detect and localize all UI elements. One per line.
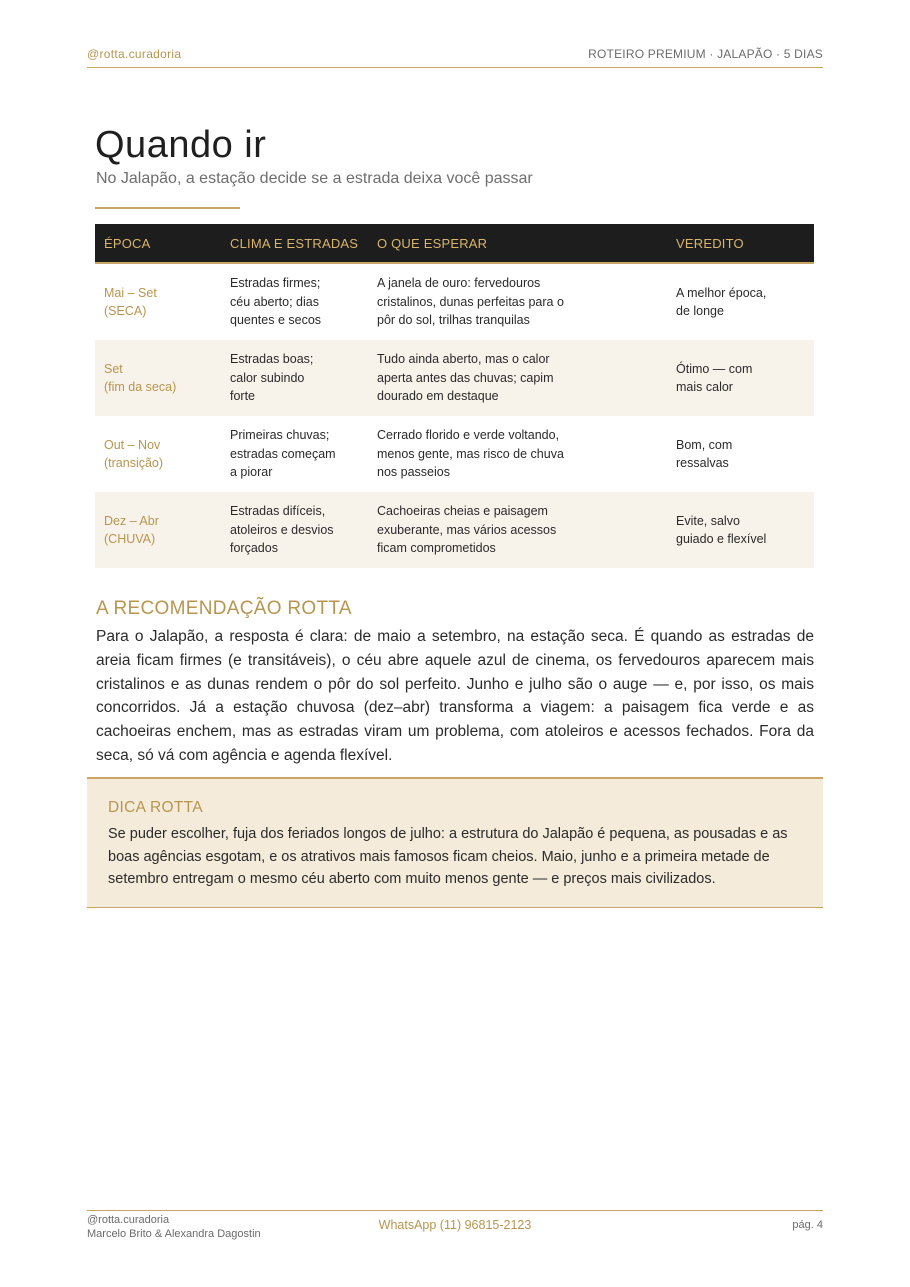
footer-whatsapp: WhatsApp (11) 96815-2123	[378, 1218, 532, 1232]
footer-handle: @rotta.curadoria	[87, 1214, 170, 1226]
column-header-verdict: VEREDITO	[676, 235, 744, 251]
cell-verdict	[667, 340, 814, 416]
cell-expect-line: pôr do sol, trilhas tranquilas	[377, 313, 530, 328]
page-number: pág. 4	[792, 1219, 823, 1231]
column-header-expect: O QUE ESPERAR	[377, 235, 488, 251]
cell-epoch	[95, 492, 221, 568]
table-row	[95, 492, 814, 568]
cell-climate-line: céu aberto; dias	[230, 294, 319, 309]
cell-epoch-line: Out – Nov	[104, 437, 161, 452]
cell-verdict	[667, 416, 814, 492]
cell-epoch-line: (fim da seca)	[104, 380, 177, 394]
cell-expect-line: Tudo ainda aberto, mas o calor	[377, 352, 550, 367]
table-body	[95, 263, 814, 568]
cell-verdict-line: mais calor	[676, 380, 733, 394]
cell-verdict-line: de longe	[676, 304, 724, 318]
cell-climate-line: atoleiros e desvios	[230, 522, 334, 537]
section-subtitle: No Jalapão, a estação decide se a estrada deixa você passar	[96, 170, 533, 187]
cell-verdict-line: Ótimo — com	[676, 361, 753, 376]
page-header	[87, 45, 823, 68]
cell-epoch-line: Dez – Abr	[104, 513, 159, 528]
cell-verdict-line: guiado e flexível	[676, 532, 767, 546]
footer-authors: Marcelo Brito & Alexandra Dagostin	[87, 1228, 261, 1240]
tip-box	[87, 777, 823, 908]
page-footer	[87, 1210, 823, 1243]
seasons-table	[95, 224, 814, 568]
cell-climate-line: a piorar	[230, 465, 273, 480]
cell-epoch	[95, 263, 221, 340]
title-underline	[95, 207, 240, 209]
cell-epoch-line: (transição)	[104, 456, 164, 470]
cell-expect-line: aperta antes das chuvas; capim	[377, 370, 554, 385]
cell-expect-line: menos gente, mas risco de chuva	[377, 446, 564, 461]
cell-expect-line: exuberante, mas vários acessos	[377, 522, 557, 537]
cell-climate-line: Estradas firmes;	[230, 276, 321, 291]
cell-climate	[221, 263, 368, 340]
cell-expect-line: dourado em destaque	[377, 389, 499, 404]
brand-handle: @rotta.curadoria	[87, 47, 182, 61]
recommendation-body: Para o Jalapão, a resposta é clara: de maio a setembro, na estação seca. É quando as estradas de areia ficam firmes (e transitáveis), o céu abre aquele azul de cinema, os fervedouros aparecem mais cristalinos e as dunas rendem o pôr do sol perfeito. Junho e julho são o auge — e, por isso, os mais concorridos. Já a estação chuvosa (dez–abr) transforma a viagem: a paisagem fica verde e as cachoeiras enchem, mas as estradas viram um problema, com atoleiros e acessos fechados. Fora da seca, só vá com agência e agenda flexível.	[96, 628, 814, 764]
cell-epoch	[95, 416, 221, 492]
column-header-epoch: ÉPOCA	[104, 235, 151, 251]
cell-climate-line: quentes e secos	[230, 313, 322, 328]
cell-climate-line: calor subindo	[230, 370, 305, 385]
cell-verdict-line: Bom, com	[676, 437, 733, 452]
cell-expect-line: A janela de ouro: fervedouros	[377, 276, 541, 291]
cell-verdict	[667, 492, 814, 568]
cell-epoch-line: Set	[104, 361, 123, 376]
cell-expect	[368, 416, 667, 492]
cell-expect-line: Cachoeiras cheias e paisagem	[377, 504, 548, 519]
table-header-row	[95, 224, 814, 263]
recommendation-title: A RECOMENDAÇÃO ROTTA	[96, 598, 352, 619]
tip-body: Se puder escolher, fuja dos feriados longos de julho: a estrutura do Jalapão é pequena, as pousadas e as boas agências esgotam, e os atrativos mais famosos ficam cheios. Maio, junho e a primeira metade de setembro entregam o mesmo céu aberto com muito menos gente — e preços mais civilizados.	[108, 826, 788, 887]
cell-climate-line: Estradas boas;	[230, 352, 314, 367]
cell-verdict-line: A melhor época,	[676, 285, 767, 300]
cell-expect-line: cristalinos, dunas perfeitas para o	[377, 294, 564, 309]
cell-expect	[368, 263, 667, 340]
document-title: ROTEIRO PREMIUM · JALAPÃO · 5 DIAS	[588, 47, 823, 61]
cell-climate-line: Estradas difíceis,	[230, 504, 326, 519]
table-row	[95, 263, 814, 340]
cell-climate-line: estradas começam	[230, 446, 336, 461]
cell-expect	[368, 340, 667, 416]
tip-title: DICA ROTTA	[108, 799, 203, 816]
cell-epoch-line: (CHUVA)	[104, 532, 156, 546]
cell-epoch	[95, 340, 221, 416]
cell-climate	[221, 340, 368, 416]
cell-epoch-line: Mai – Set	[104, 285, 157, 300]
cell-epoch-line: (SECA)	[104, 304, 147, 318]
section-title: Quando ir	[95, 124, 267, 166]
table-row	[95, 416, 814, 492]
table-row	[95, 340, 814, 416]
column-header-climate: CLIMA E ESTRADAS	[230, 235, 359, 251]
cell-expect	[368, 492, 667, 568]
cell-expect-line: nos passeios	[377, 465, 450, 480]
cell-climate-line: forte	[230, 389, 256, 404]
cell-expect-line: Cerrado florido e verde voltando,	[377, 428, 560, 443]
cell-verdict	[667, 263, 814, 340]
cell-climate	[221, 416, 368, 492]
cell-climate-line: forçados	[230, 541, 278, 556]
cell-climate	[221, 492, 368, 568]
cell-climate-line: Primeiras chuvas;	[230, 428, 330, 443]
cell-verdict-line: ressalvas	[676, 456, 729, 470]
cell-expect-line: ficam comprometidos	[377, 541, 496, 556]
cell-verdict-line: Evite, salvo	[676, 513, 740, 528]
